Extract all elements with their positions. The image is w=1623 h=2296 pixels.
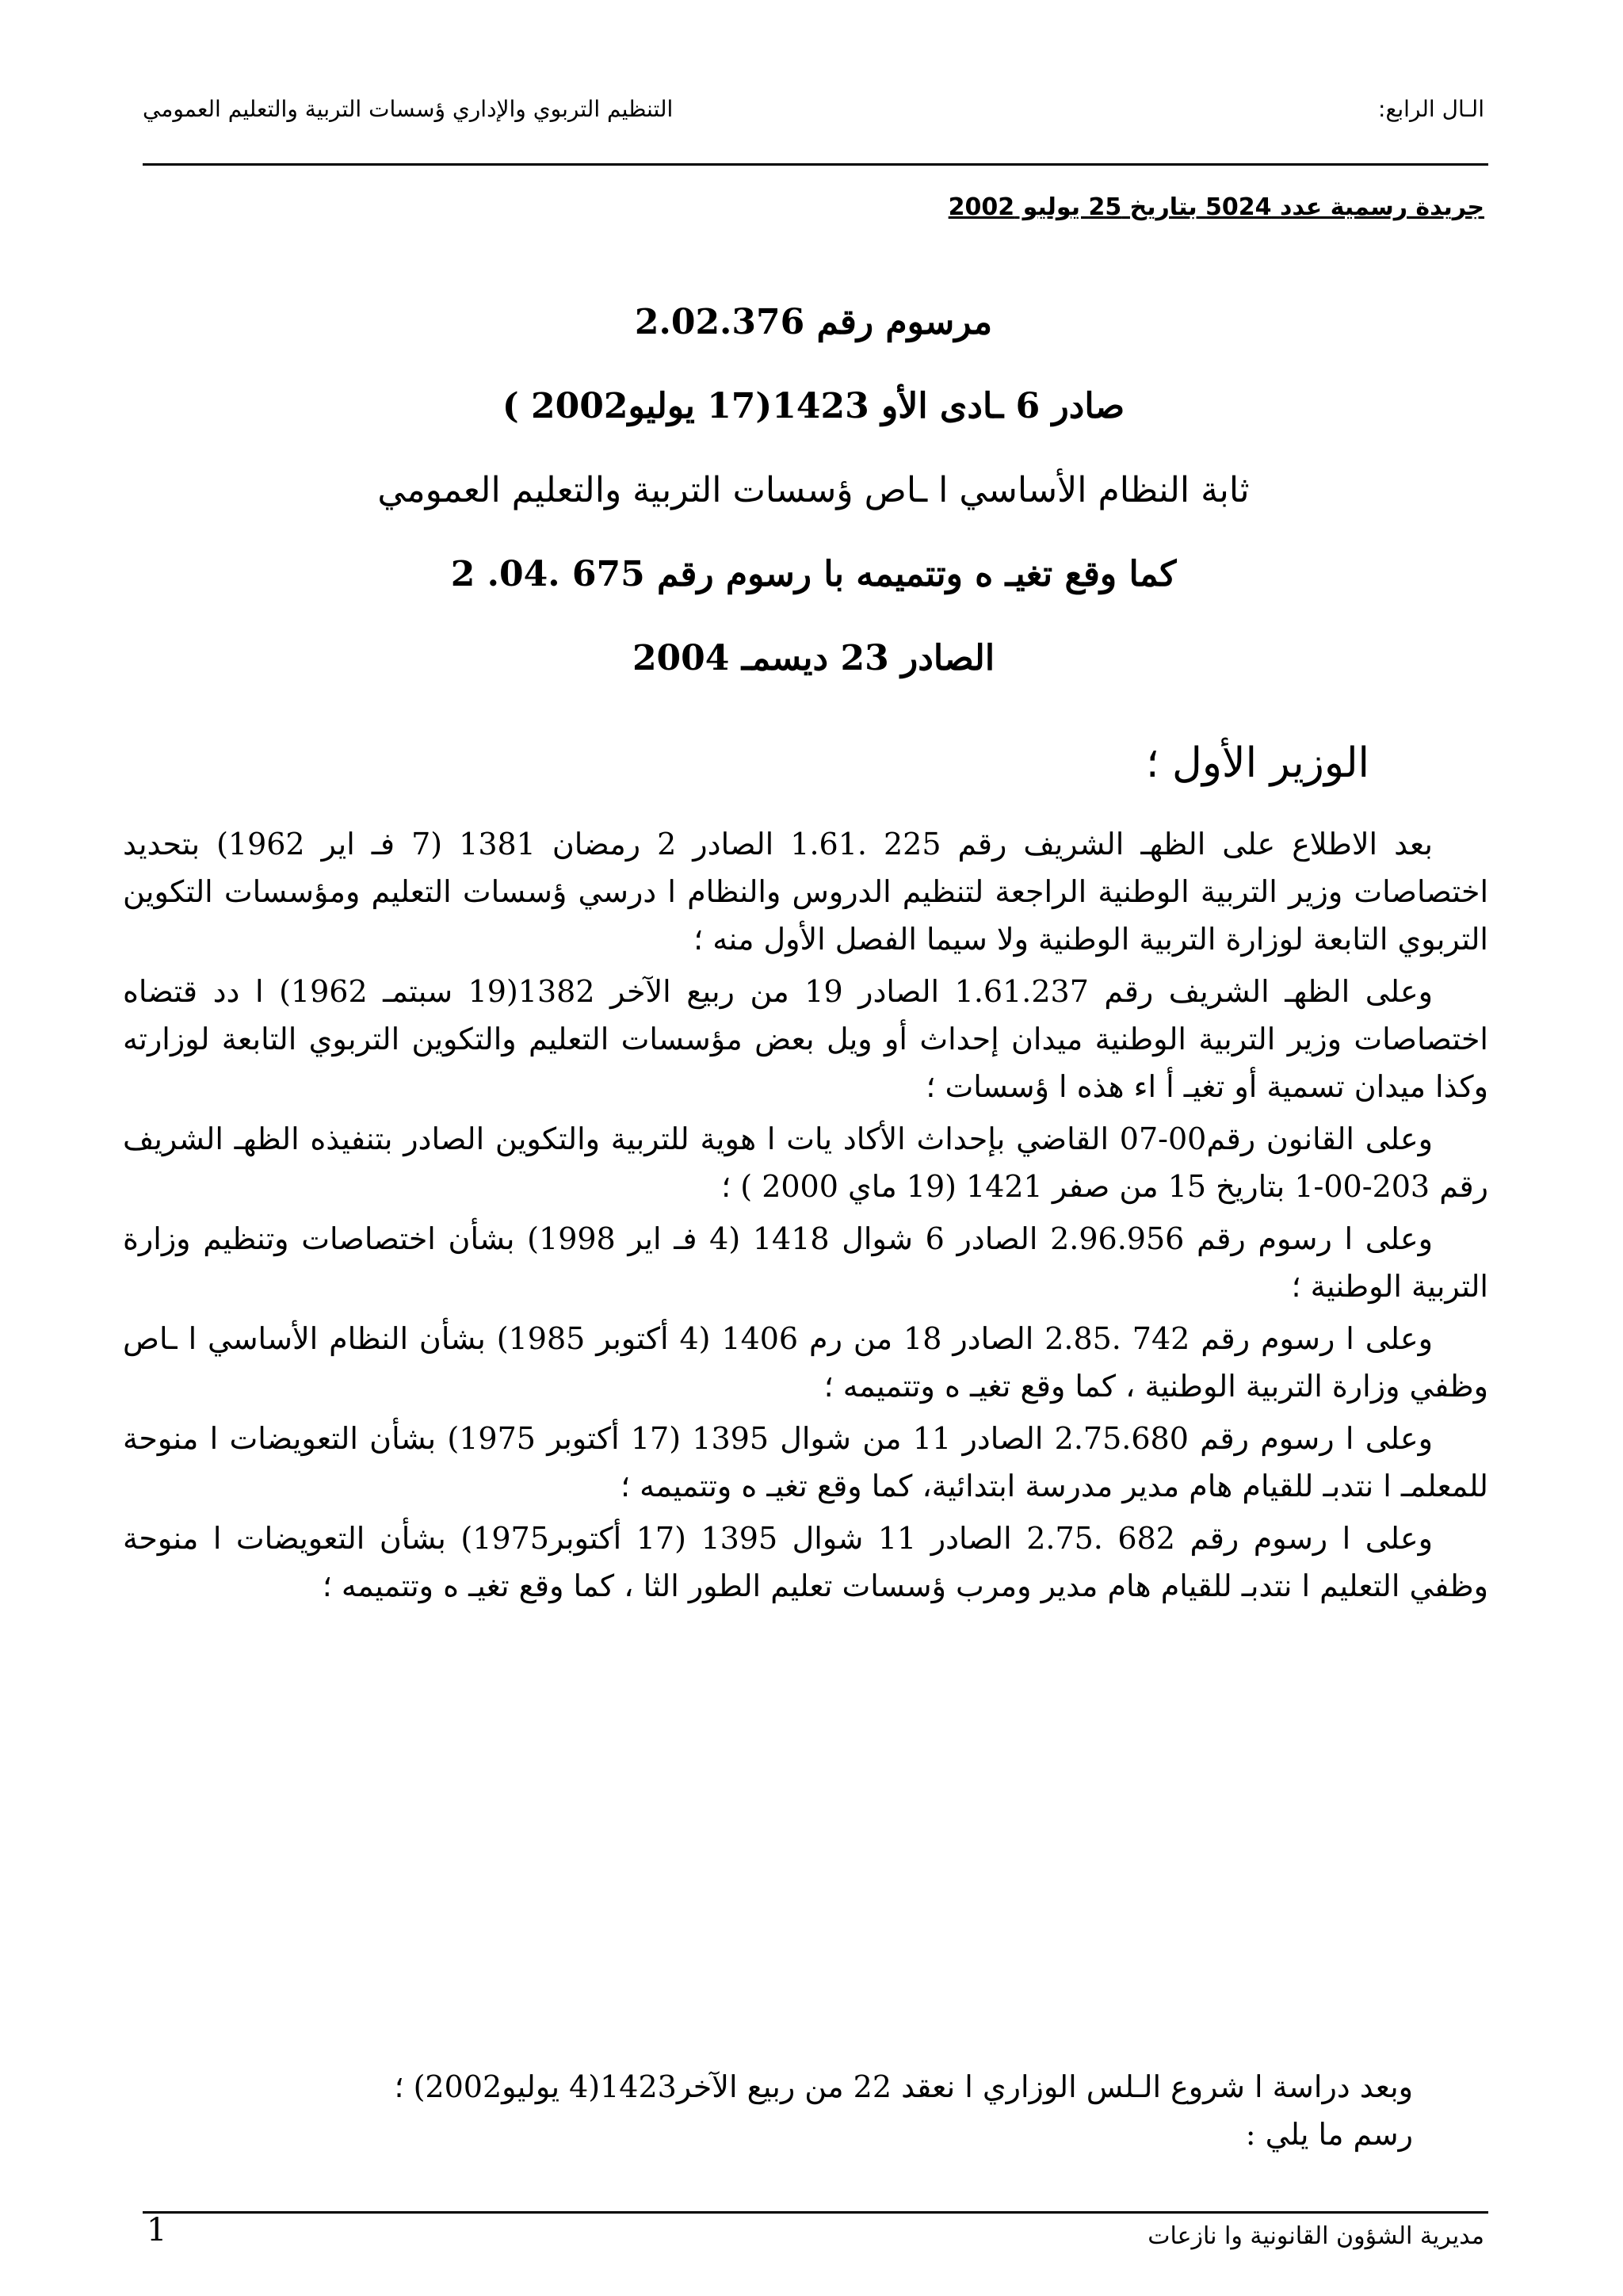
- header-chapter: الـال الرابع:: [1378, 96, 1484, 122]
- footer-directorate: مديرية الشؤون القانونية وا نازعات: [1148, 2222, 1484, 2250]
- preamble-paragraph: وعلى ا رسوم رقم 742 .2.85 الصادر 18 من رم 1406 (4 أكتوبر 1985) بشأن النظام الأساسي ا ـاص وظفي وزارة التربية الوطنية ، كما وقع تغيـ ه وتتميمه ؛: [123, 1321, 1488, 1404]
- preamble-paragraph: بعد الاطلاع على الظهـ الشريف رقم 225 .1.61 الصادر 2 رمضان 1381 (7 فـ اير 1962) بتحديد اختصاصات وزير التربية الوطنية الراجعة لتنظيم الدروس والنظام ا درسي ؤسسات التعليم ومؤسسات التكوين التربوي التابعة لوزارة التربية الوطنية ولا سيما الفصل الأول منه ؛: [123, 827, 1488, 957]
- decree-title-block: [143, 301, 1484, 680]
- decree-enactment: رسم ما يلي :: [1245, 2117, 1413, 2152]
- decree-date: صادر 6 ـادى الأو 1423(17 يوليو2002 ): [502, 386, 1125, 426]
- header-divider: [143, 163, 1488, 166]
- decree-amendment-date: الصادر 23 ديسمـ 2004: [632, 638, 995, 678]
- preamble-paragraph: وعلى ا رسوم رقم 682 .2.75 الصادر 11 شوال 1395 (17 أكتوبر1975) بشأن التعويضات ا منوحة وظفي التعليم ا نتدبـ للقيام هام مدير ومرب ؤسسات تعليم الطور الثا ، كما وقع تغيـ ه وتتميمه ؛: [123, 1521, 1488, 1603]
- decree-amendment: كما وقع تغيـ ه وتتميمه با رسوم رقم 675 .04. 2: [450, 554, 1177, 594]
- gazette-reference: جريدة رسمية عدد 5024 بتاريخ 25 يوليو 2002: [948, 193, 1484, 221]
- decree-number: مرسوم رقم 2.02.376: [634, 302, 993, 342]
- preamble-paragraph: وعلى ا رسوم رقم 2.75.680 الصادر 11 من شوال 1395 (17 أكتوبر 1975) بشأن التعويضات ا منوحة للمعلمـ ا نتدبـ للقيام هام مدير مدرسة ابتدائية، كما وقع تغيـ ه وتتميمه ؛: [123, 1421, 1488, 1503]
- minister-heading: الوزير الأول ؛: [1145, 739, 1369, 787]
- header-document-title: التنظيم التربوي والإداري ؤسسات التربية والتعليم العمومي: [143, 96, 674, 122]
- preamble: [123, 820, 1488, 1614]
- preamble-paragraph: وعلى القانون رقم00-07 القاضي بإحداث الأكاد يات ا هوية للتربية والتكوين الصادر بتنفيذه الظهـ الشريف رقم 203-00-1 بتاريخ 15 من صفر 1421 (19 ماي 2000 ) ؛: [123, 1121, 1488, 1204]
- preamble-paragraph: وعلى الظهـ الشريف رقم 1.61.237 الصادر 19 من ربيع الآخر 1382(19 سبتمـ 1962) ا دد قتضاه اختصاصات وزير التربية الوطنية ميدان إحداث أو ويل بعض مؤسسات التعليم والتكوين التربوي التابعة لوزارته وكذا ميدان تسمية أو تغيـ أ اء هذه ا ؤسسات ؛: [123, 974, 1488, 1104]
- preamble-paragraph: وعلى ا رسوم رقم 2.96.956 الصادر 6 شوال 1418 (4 فـ اير 1998) بشأن اختصاصات وتنظيم وزارة التربية الوطنية ؛: [123, 1221, 1488, 1304]
- page-number: 1: [147, 2212, 167, 2248]
- decree-subject: ثابة النظام الأساسي ا ـاص ؤسسات التربية والتعليم العمومي: [377, 470, 1250, 510]
- council-deliberation: وبعد دراسة ا شروع الـلس الوزاري ا نعقد 22 من ربيع الآخر1423(4 يوليو2002) ؛: [394, 2069, 1413, 2104]
- footer-divider: [143, 2211, 1488, 2214]
